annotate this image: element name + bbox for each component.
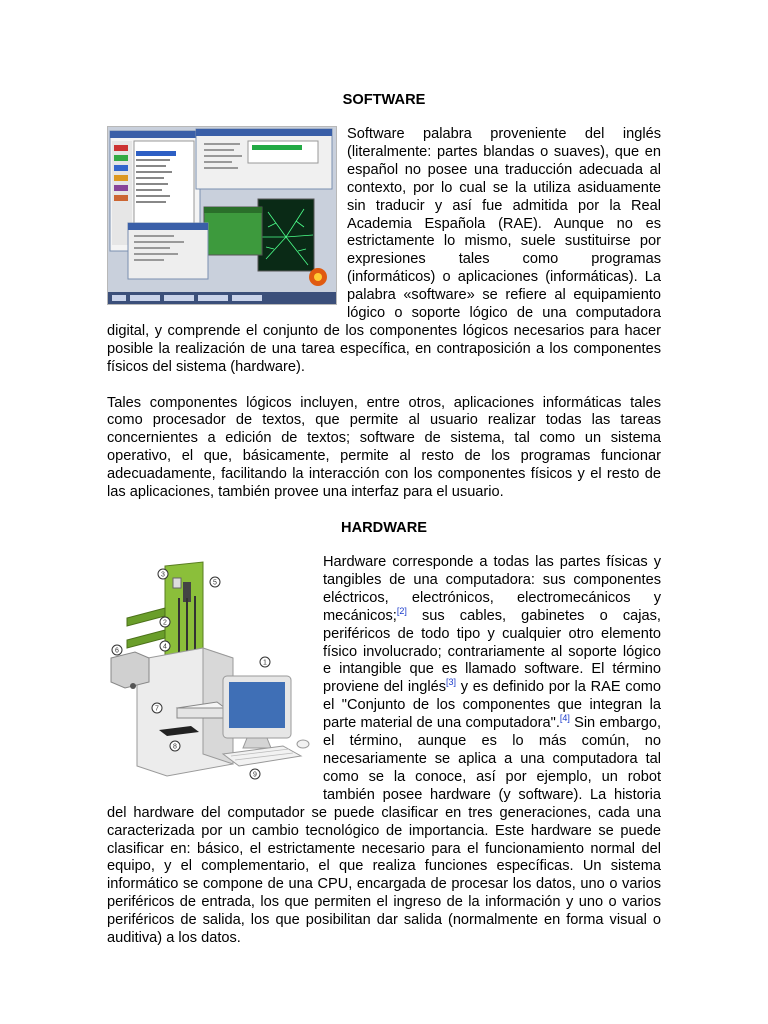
desktop-screenshot-drawing	[108, 127, 336, 304]
callout-6: 6	[115, 647, 119, 655]
callout-5: 5	[213, 579, 217, 587]
hardware-heading: HARDWARE	[341, 520, 427, 537]
software-heading: SOFTWARE	[342, 92, 426, 108]
callout-8: 8	[173, 743, 177, 751]
footnote-ref-4[interactable]: [4]	[559, 713, 570, 724]
callout-3: 3	[161, 571, 165, 579]
callout-2: 2	[163, 619, 167, 627]
footnote-ref-2[interactable]: [2]	[396, 605, 407, 616]
callout-9: 9	[253, 771, 257, 779]
hardware-text-c: y es definido por la RAE como el "Conjunto de los componentes que integran la parte material de una computadora".	[323, 679, 661, 732]
software-screenshot-image	[107, 126, 337, 305]
callout-4: 4	[163, 643, 167, 651]
document-body	[107, 90, 661, 948]
computer-components-drawing	[107, 558, 317, 786]
software-paragraph-2: Tales componentes lógicos incluyen, entre otros, aplicaciones informáticas tales como procesador de textos, que permite al usuario realizar todas las tareas concernientes a edición de textos; software de sistema, tal como un sistema operativo, el que, básicamente, permite al resto de los programas funcionar adecuadamente, facilitando la interacción con los componentes físicos y el resto de las aplicaciones, también provee una interfaz para el usuario.	[107, 394, 661, 501]
hardware-text-b: sus cables, gabinetes o cajas, periféricos de todo tipo y cualquier otro elemento físico involucrado; contrariamente al soporte lógico e intangible que es llamado software. El término proviene del inglés	[323, 607, 661, 696]
footnote-ref-3[interactable]: [3]	[446, 677, 457, 688]
callout-7: 7	[155, 705, 159, 713]
hardware-text-d: Sin embargo, el término, aunque es lo más común, no necesariamente se aplica a una computadora tal como se la conoce, así por ejemplo, un robot también posee hardware (y software). La historia del hardware del computador se puede clasificar en tres generaciones, cada una caracterizada por un cambio tecnológico de importancia. Este hardware se puede clasificar en: básico, el estrictamente necesario para el funcionamiento normal del equipo, y el complementario, el que realiza funciones específicas. Un sistema informático se compone de una CPU, encargada de procesar los datos, uno o varios periféricos de entrada, los que permiten el ingreso de la información y uno o varios periféricos de salida, los que posibilitan dar salida (normalmente en forma visual o auditiva) a los datos.	[107, 715, 662, 947]
software-paragraph-1: Software palabra proveniente del inglés (literalmente: partes blandas o suaves), que en español no posee una traducción adecuada al contexto, por lo cual se la utiliza asiduamente sin traducir y así fue admitida por la Real Academia Española (RAE). Aunque no es estrictamente lo mismo, suele sustituirse por expresiones tales como programas (informáticos) o aplicaciones (informáticas). La palabra «software» se refiere al equipamiento lógico o soporte lógico de una computadora digital, y comprende el conjunto de los componentes lógicos necesarios para hacer posible la realización de una tarea específica, en contraposición a los componentes físicos del sistema (hardware).	[107, 126, 661, 375]
callout-1: 1	[263, 659, 267, 667]
hardware-text-a: Hardware corresponde a todas las partes físicas y tangibles de una computadora: sus componentes eléctricos, electrónicos, electromecánicos y mecánicos;	[323, 554, 661, 624]
computer-hardware-diagram-image	[107, 558, 317, 786]
